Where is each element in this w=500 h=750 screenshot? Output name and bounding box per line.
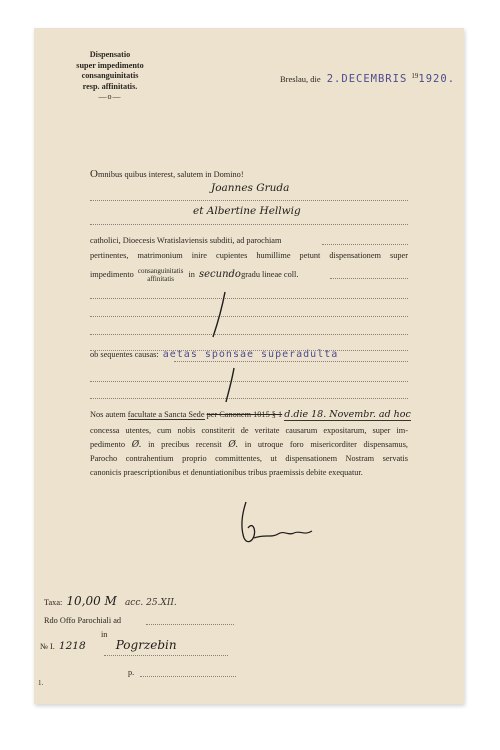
dotted-line: [174, 361, 408, 362]
handwritten-date: d.die 18. Novembr. ad hoc: [284, 409, 411, 420]
bride-name: et Albertine Hellwig: [193, 205, 301, 217]
in-label-footer: in: [101, 630, 108, 639]
header-title-line-1: Dispensatio: [89, 50, 131, 59]
taxa-value: 10,00 M: [66, 594, 117, 608]
dotted-line: [90, 224, 408, 225]
dotted-line: [104, 655, 228, 656]
taxa-label: Taxa:: [44, 598, 63, 607]
in-label: in: [188, 269, 195, 279]
rdo-label: Rdo Offo Parochiali ad: [44, 616, 122, 625]
number-value: 1218: [58, 640, 86, 652]
dotted-line: [140, 676, 236, 677]
taxa-line: [44, 596, 177, 608]
document-sheet: [34, 28, 464, 704]
header-ornament: —o—: [98, 92, 122, 101]
fraction-bottom: affinitatis: [147, 275, 174, 283]
impediment-fraction: [138, 267, 184, 283]
causes-label: ob sequentes causas:: [90, 350, 159, 359]
handwritten-mark: Ø.: [131, 440, 142, 450]
salutation-text: mnibus quibus interest, salutem in Domino!: [97, 170, 244, 179]
header-title-line-3: consanguinitatis: [81, 71, 139, 80]
precibus-text: in precibus recensit: [148, 440, 222, 449]
cancel-slash-mark: [222, 366, 238, 404]
number-line: [40, 640, 177, 652]
handwritten-mark: Ø.: [228, 440, 239, 450]
place-date: [280, 71, 455, 84]
cancel-slash-mark: [210, 290, 230, 340]
decision-line-2: concessa utentes, cum nobis constiterit de veritate causarum expositarum, super im-: [90, 426, 408, 435]
decision-line-1: [90, 410, 411, 420]
year-stamp: 1920.: [418, 73, 456, 85]
degree-value: secundo: [199, 268, 241, 280]
number-label: № I.: [40, 642, 55, 651]
causes-line: [90, 350, 338, 360]
impediment-line: [90, 267, 298, 283]
parish-name: Pogrzebin: [115, 638, 177, 652]
p-label: p.: [128, 668, 135, 677]
impedimento-label: impedimento: [90, 269, 134, 279]
dotted-line: [90, 398, 408, 399]
date-stamp: 2.DECEMBRIS: [326, 73, 408, 85]
decision-line-4: Parocho contrahentium proprio committentes, ut dispensationem Nostram servatis: [90, 454, 408, 463]
decision-line-3: [90, 440, 408, 450]
dotted-line: [90, 334, 408, 335]
signature-mark: [234, 498, 324, 548]
fraction-top: consanguinitatis: [137, 267, 184, 275]
body-line-1: [90, 236, 281, 246]
place-label: Breslau, die: [280, 74, 321, 84]
dotted-line: [322, 244, 408, 245]
salutation: [90, 169, 244, 180]
dotted-line: [146, 624, 234, 625]
body-line-2: pertinentes, matrimonium inire cupientes humillime petunt dispensationem super: [90, 251, 408, 260]
taxa-note: acc. 25.XII.: [124, 598, 177, 608]
pedimento-text: pedimento: [90, 440, 126, 449]
salutation-initial: O: [90, 168, 98, 180]
dotted-line: [90, 381, 408, 382]
causes-stamp: aetas sponsae superadulta: [162, 349, 339, 360]
groom-name: Joannes Gruda: [211, 182, 290, 194]
decision-line-5: canonicis praescriptionibus et denuntiationibus tribus praemissis debite exequatur.: [90, 468, 363, 477]
header-title-line-4: resp. affinitatis.: [82, 81, 138, 91]
gradu-label: gradu lineae coll.: [241, 269, 299, 279]
dotted-line: [90, 316, 408, 317]
year-prefix: 19: [411, 72, 419, 80]
nos-autem: Nos autem: [90, 410, 126, 419]
utroque-text: in utroque foro misericorditer dispensamus,: [244, 440, 409, 449]
facultate-text: facultate a Sancta Sede: [127, 410, 205, 419]
corner-mark: 1.: [38, 679, 44, 687]
header-title-line-2: super impedimento: [76, 60, 144, 70]
document-header: [58, 50, 162, 103]
per-canonem-struck: per Canonem 1015 § 1: [206, 410, 283, 419]
dotted-line: [330, 278, 408, 279]
dotted-line: [90, 298, 408, 299]
body-line-1-text: catholici, Dioecesis Wratislaviensis subditi, ad parochiam: [90, 236, 282, 245]
dotted-line: [90, 200, 408, 201]
